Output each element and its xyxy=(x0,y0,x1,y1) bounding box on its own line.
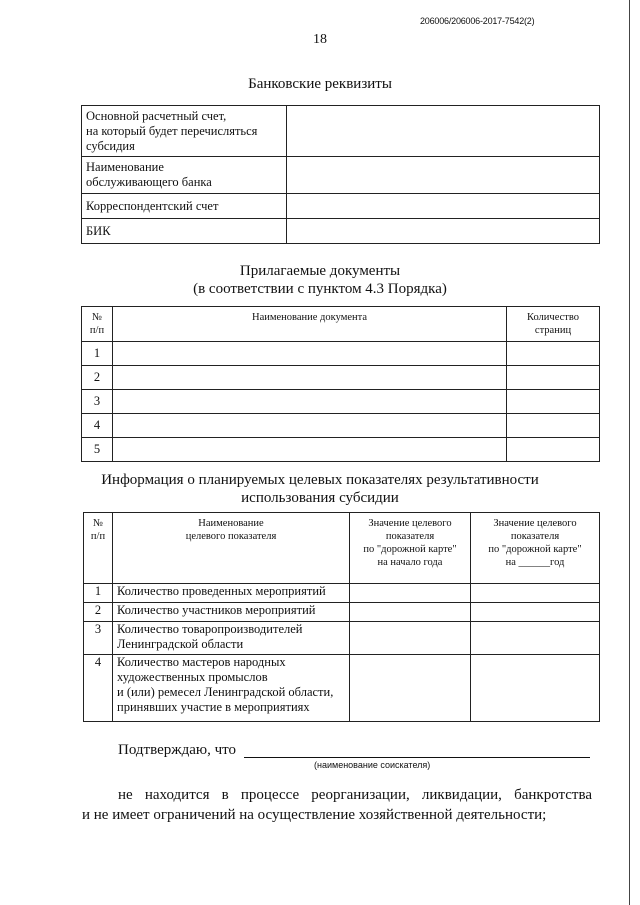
table-row xyxy=(82,366,600,390)
page-number: 18 xyxy=(313,32,327,47)
bank-row-label: Основной расчетный счет, на который будет перечисляться субсидия xyxy=(82,106,287,157)
row-num: 5 xyxy=(82,438,113,462)
start-value-cell[interactable] xyxy=(350,655,471,722)
start-value-cell[interactable] xyxy=(350,622,471,655)
indicator-name: Количество товаропроизводителей Ленинградской области xyxy=(113,622,350,655)
document-id: 206006/206006-2017-7542(2) xyxy=(420,16,535,26)
doc-pages-cell[interactable] xyxy=(507,390,600,414)
doc-name-cell[interactable] xyxy=(113,414,507,438)
bank-row-value[interactable] xyxy=(287,106,600,157)
year-value-cell[interactable] xyxy=(471,622,600,655)
table-row xyxy=(84,584,600,603)
row-num: 2 xyxy=(84,603,113,622)
table-row xyxy=(82,194,600,219)
col-header-num: № п/п xyxy=(84,513,113,584)
row-num: 1 xyxy=(82,342,113,366)
bank-row-value[interactable] xyxy=(287,157,600,194)
doc-name-cell[interactable] xyxy=(113,342,507,366)
bank-details-table xyxy=(81,105,600,244)
year-value-cell[interactable] xyxy=(471,603,600,622)
doc-pages-cell[interactable] xyxy=(507,366,600,390)
row-num: 1 xyxy=(84,584,113,603)
attached-docs-title: Прилагаемые документы xyxy=(239,263,401,279)
indicator-name: Количество участников мероприятий xyxy=(113,603,350,622)
bank-row-label: БИК xyxy=(82,219,287,244)
bank-row-value[interactable] xyxy=(287,194,600,219)
year-value-cell[interactable] xyxy=(471,584,600,603)
year-value-cell[interactable] xyxy=(471,655,600,722)
row-num: 2 xyxy=(82,366,113,390)
bank-row-value[interactable] xyxy=(287,219,600,244)
doc-pages-cell[interactable] xyxy=(507,342,600,366)
applicant-name-line[interactable] xyxy=(244,757,590,758)
indicator-name: Количество мастеров народных художественных промыслов и (или) ремесел Ленинградской области, принявших участие в мероприятиях xyxy=(113,655,350,722)
start-value-cell[interactable] xyxy=(350,584,471,603)
table-row xyxy=(82,438,600,462)
row-num: 4 xyxy=(82,414,113,438)
table-row xyxy=(84,603,600,622)
table-row xyxy=(82,390,600,414)
col-header-doc-name: Наименование документа xyxy=(113,307,507,342)
indicators-table xyxy=(83,512,600,722)
paragraph-line-1: не находится в процессе реорганизации, ликвидации, банкротства xyxy=(118,787,592,803)
doc-pages-cell[interactable] xyxy=(507,414,600,438)
start-value-cell[interactable] xyxy=(350,603,471,622)
table-row xyxy=(84,655,600,722)
col-header-pages: Количество страниц xyxy=(507,307,600,342)
bank-row-label: Наименование обслуживающего банка xyxy=(82,157,287,194)
col-header-num: № п/п xyxy=(82,307,113,342)
indicators-title: Информация о планируемых целевых показателях результативности xyxy=(101,472,539,488)
doc-name-cell[interactable] xyxy=(113,438,507,462)
col-header-year-value: Значение целевого показателя по "дорожной карте" на ______год xyxy=(471,513,600,584)
attached-docs-subtitle: (в соответствии с пунктом 4.3 Порядка) xyxy=(193,281,447,297)
table-header-row xyxy=(84,513,600,584)
col-header-indicator-name: Наименование целевого показателя xyxy=(113,513,350,584)
doc-pages-cell[interactable] xyxy=(507,438,600,462)
doc-name-cell[interactable] xyxy=(113,366,507,390)
table-header-row xyxy=(82,307,600,342)
row-num: 3 xyxy=(84,622,113,655)
table-row xyxy=(84,622,600,655)
table-row xyxy=(82,342,600,366)
col-header-start-value: Значение целевого показателя по "дорожной карте" на начало года xyxy=(350,513,471,584)
bank-row-label: Корреспондентский счет xyxy=(82,194,287,219)
applicant-name-caption: (наименование соискателя) xyxy=(314,760,431,770)
bank-details-title: Банковские реквизиты xyxy=(248,76,392,92)
row-num: 4 xyxy=(84,655,113,722)
doc-name-cell[interactable] xyxy=(113,390,507,414)
indicator-name: Количество проведенных мероприятий xyxy=(113,584,350,603)
table-row xyxy=(82,157,600,194)
table-row xyxy=(82,219,600,244)
page-edge-line xyxy=(629,0,630,905)
indicators-subtitle: использования субсидии xyxy=(241,490,399,506)
row-num: 3 xyxy=(82,390,113,414)
confirm-text: Подтверждаю, что xyxy=(118,742,237,758)
table-row xyxy=(82,414,600,438)
paragraph-line-2: и не имеет ограничений на осуществление хозяйственной деятельности; xyxy=(82,807,547,823)
attached-docs-table xyxy=(81,306,600,462)
table-row xyxy=(82,106,600,157)
